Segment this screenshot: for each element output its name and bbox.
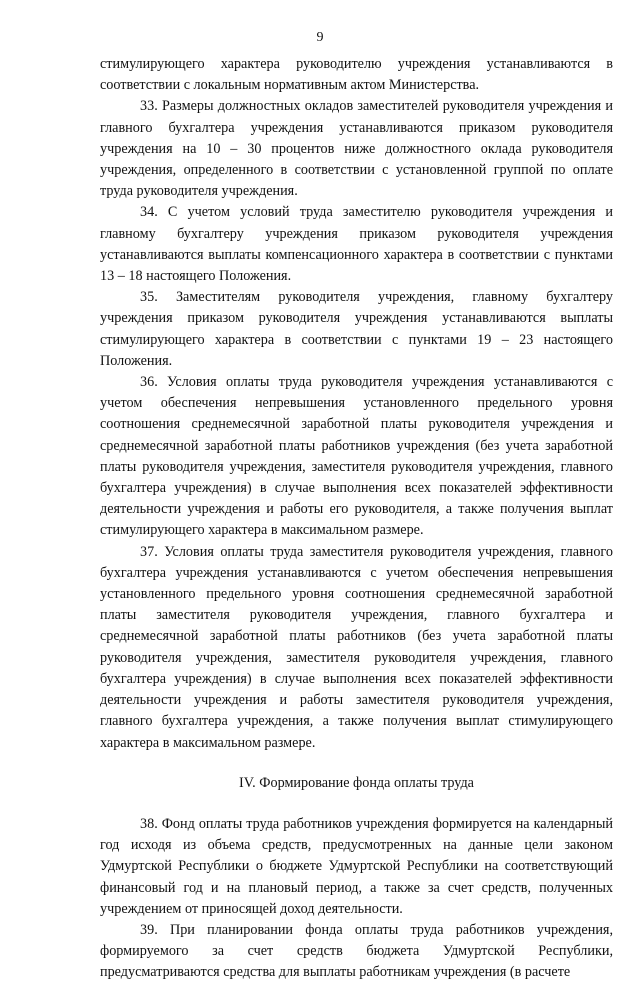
body-text xyxy=(100,54,613,984)
paragraph-37: 37. Условия оплаты труда заместителя руководителя учреждения, главного бухгалтера учреждения устанавливаются с учетом обеспечения непревышения установленного предельного уровня соотношения среднемесячной заработной платы заместителя руководителя учреждения, главного бухгалтера и среднемесячной заработной платы работников (без учета заработной платы руководителя учреждения, заместителя руководителя учреждения, главного бухгалтера учреждения) в случае выполнения всех показателей эффективности деятельности учреждения и работы заместителя руководителя учреждения, главного бухгалтера учреждения, а также получения выплат стимулирующего характера в максимальном размере. xyxy=(100,543,613,751)
paragraph-36: 36. Условия оплаты труда руководителя учреждения устанавливаются с учетом обеспечения непревышения установленного предельного уровня соотношения среднемесячной заработной платы руководителя учреждения и среднемесячной заработной платы работников учреждения (без учета заработной платы руководителя учреждения, заместителя руководителя учреждения, главного бухгалтера учреждения) в случае выполнения всех показателей эффективности деятельности учреждения и работы его руководителя, а также получения выплат стимулирующего характера в максимальном размере. xyxy=(100,374,613,539)
paragraph-35: 35. Заместителям руководителя учреждения, главному бухгалтеру учреждения приказом руководителя учреждения устанавливаются выплаты стимулирующего характера в соответствии с пунктами 19 – 23 настоящего Положения. xyxy=(100,289,613,369)
paragraph-38: 38. Фонд оплаты труда работников учреждения формируется на календарный год исходя из объема средств, предусмотренных на данные цели законом Удмуртской Республики о бюджете Удмуртской Республики на соответствующий финансовый год и на плановый период, а также за счет средств, полученных учреждением от приносящей доход деятельности. xyxy=(100,815,613,917)
paragraph-39: 39. При планировании фонда оплаты труда работников учреждения, формируемого за счет средств бюджета Удмуртской Республики, предусматриваются средства для выплаты работникам учреждения (в расчете xyxy=(100,921,613,981)
paragraph-continuation: стимулирующего характера руководителю учреждения устанавливаются в соответствии с локальным нормативным актом Министерства. xyxy=(100,56,613,94)
paragraph-34: 34. С учетом условий труда заместителю руководителя учреждения и главному бухгалтеру учреждения приказом руководителя учреждения устанавливаются выплаты компенсационного характера в соответствии с пунктами 13 – 18 настоящего Положения. xyxy=(100,204,613,285)
paragraph-33: 33. Размеры должностных окладов заместителей руководителя учреждения и главного бухгалтера учреждения устанавливаются приказом руководителя учреждения на 10 – 30 процентов ниже должностного оклада руководителя учреждения, определенного в соответствии с установленной группой по оплате труда руководителя учреждения. xyxy=(100,98,613,200)
page-number: 9 xyxy=(316,30,324,45)
section-heading: IV. Формирование фонда оплаты труда xyxy=(239,774,474,791)
